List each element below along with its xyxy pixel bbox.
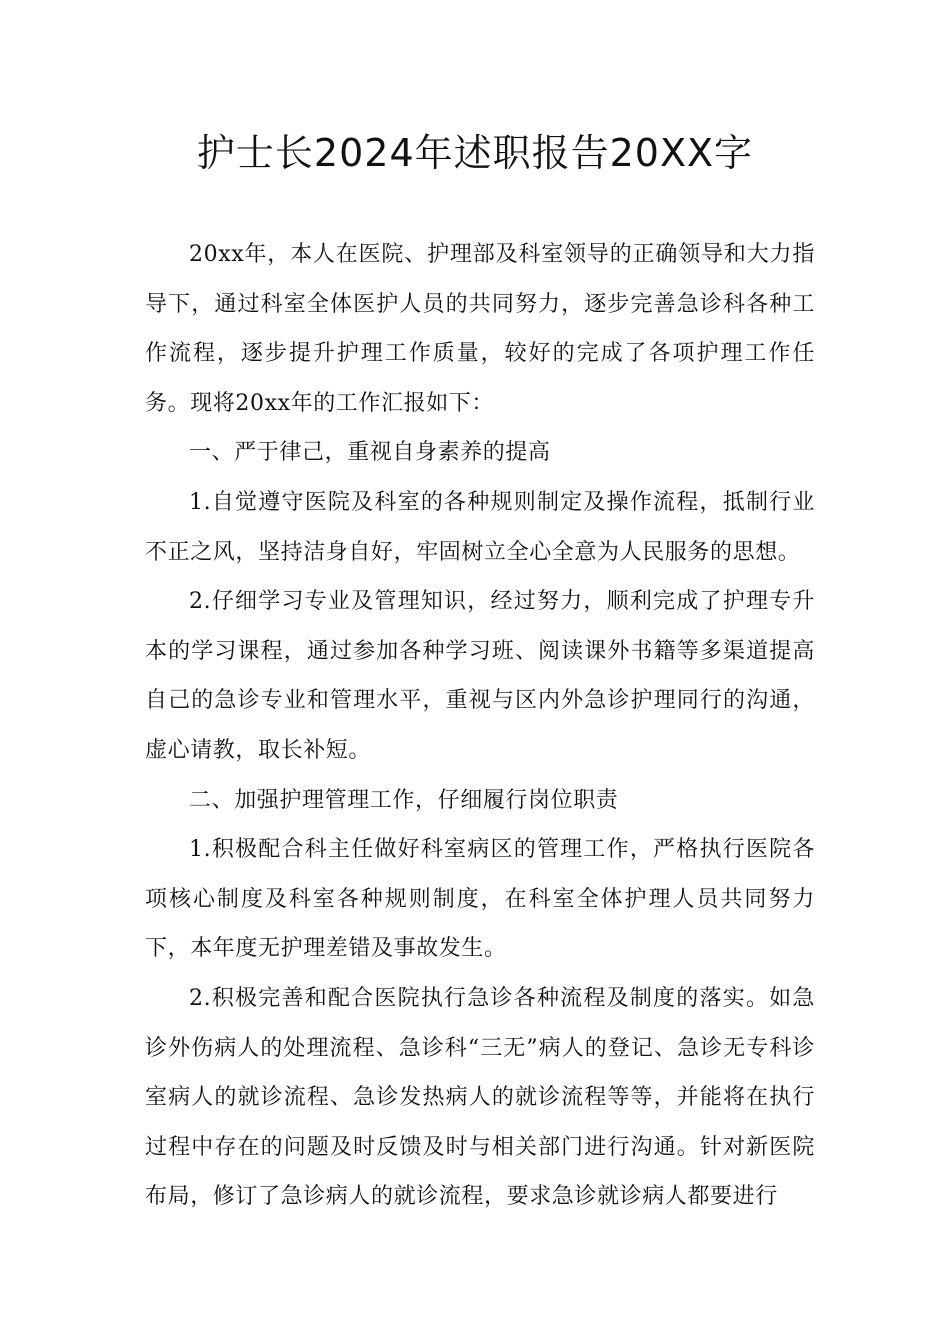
section-1-item-2: 2.仔细学习专业及管理知识，经过努力，顺利完成了护理专升本的学习课程，通过参加各种学习班、阅读课外书籍等多渠道提高自己的急诊专业和管理水平，重视与区内外急诊护理同行的沟通，虚心请教，取长补短。 [145, 589, 815, 763]
intro-paragraph: 20xx年，本人在医院、护理部及科室领导的正确领导和大力指导下，通过科室全体医护人员的共同努力，逐步完善急诊科各种工作流程，逐步提升护理工作质量，较好的完成了各项护理工作任务。现将20xx年的工作汇报如下： [145, 242, 815, 416]
document-body [145, 230, 815, 1222]
section-1-item-1: 1.自觉遵守医院及科室的各种规则制定及操作流程，抵制行业不正之风，坚持洁身自好，牢固树立全心全意为人民服务的思想。 [145, 489, 815, 565]
section-2-item-1: 1.积极配合科主任做好科室病区的管理工作，严格执行医院各项核心制度及科室各种规则制度，在科室全体护理人员共同努力下，本年度无护理差错及事故发生。 [145, 837, 815, 962]
document-title: 护士长2024年述职报告20XX字 [196, 131, 754, 175]
section-heading-1: 一、严于律己，重视自身素养的提高 [189, 440, 551, 466]
section-2-item-2: 2.积极完善和配合医院执行急诊各种流程及制度的落实。如急诊外伤病人的处理流程、急诊科“三无”病人的登记、急诊无专科诊室病人的就诊流程、急诊发热病人的就诊流程等等，并能将在执行过程中存在的问题及时反馈及时与相关部门进行沟通。针对新医院布局，修订了急诊病人的就诊流程，要求急诊就诊病人都要进行 [145, 985, 815, 1210]
section-heading-2: 二、加强护理管理工作，仔细履行岗位职责 [189, 787, 619, 813]
